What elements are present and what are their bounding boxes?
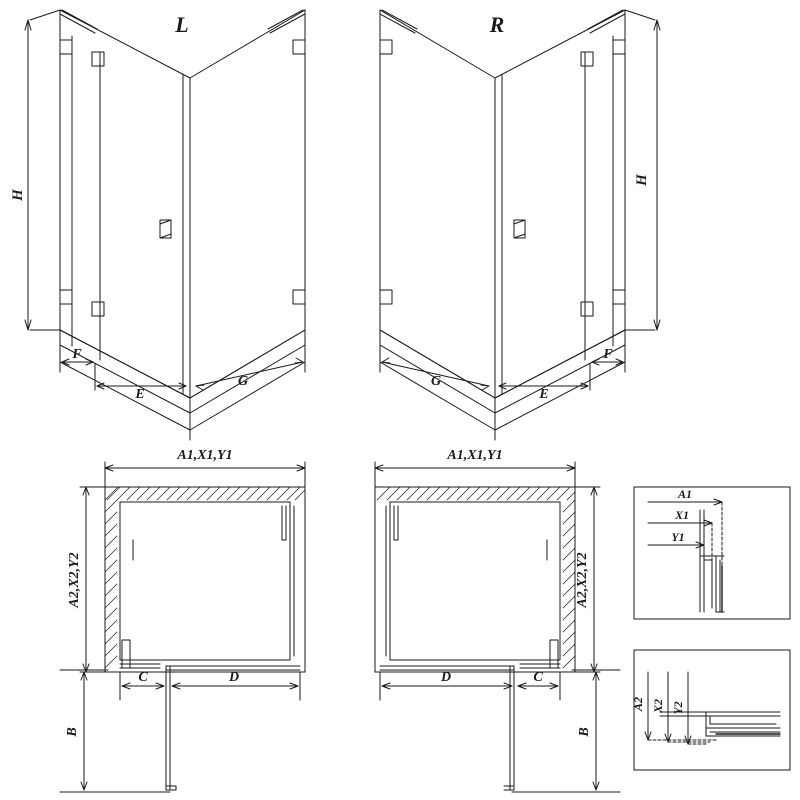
plan-left-label-C: C — [138, 670, 148, 685]
iso-right-label-G: G — [430, 374, 442, 389]
iso-view-right — [380, 10, 660, 440]
iso-left-label-E: E — [135, 387, 145, 402]
iso-right-label-F: F — [603, 347, 613, 362]
iso-left-label-G: G — [237, 374, 249, 389]
plan-right-label-D: D — [440, 670, 452, 685]
plan-left-label-B: B — [65, 727, 80, 737]
plan-right-label-B: B — [577, 727, 592, 737]
plan-view-left — [60, 448, 305, 792]
detail-bottom-label-X2: X2 — [651, 698, 665, 714]
plan-right-label-C: C — [533, 670, 543, 685]
plan-right-label-A1X1Y1: A1,X1,Y1 — [447, 448, 503, 463]
iso-right-label-H: H — [634, 174, 650, 186]
detail-bottom-label-Y2: Y2 — [671, 701, 685, 715]
detail-bottom-label-A2: A2 — [631, 696, 645, 712]
plan-left-label-A2X2Y2: A2,X2,Y2 — [67, 552, 82, 608]
detail-top — [634, 487, 790, 619]
plan-right-label-A2X2Y2: A2,X2,Y2 — [575, 552, 590, 608]
detail-bottom — [631, 650, 790, 770]
detail-top-label-A1: A1 — [677, 487, 693, 501]
iso-left-title: L — [175, 12, 189, 37]
iso-view-left — [10, 10, 305, 440]
plan-view-right — [375, 448, 620, 792]
plan-left-label-D: D — [228, 670, 240, 685]
iso-right-label-E: E — [539, 387, 549, 402]
iso-left-label-F: F — [72, 347, 82, 362]
plan-left-label-A1X1Y1: A1,X1,Y1 — [177, 448, 233, 463]
iso-right-title: R — [489, 12, 505, 37]
detail-top-label-X1: X1 — [674, 508, 690, 522]
iso-left-label-H: H — [10, 189, 26, 201]
detail-top-label-Y1: Y1 — [671, 530, 685, 544]
